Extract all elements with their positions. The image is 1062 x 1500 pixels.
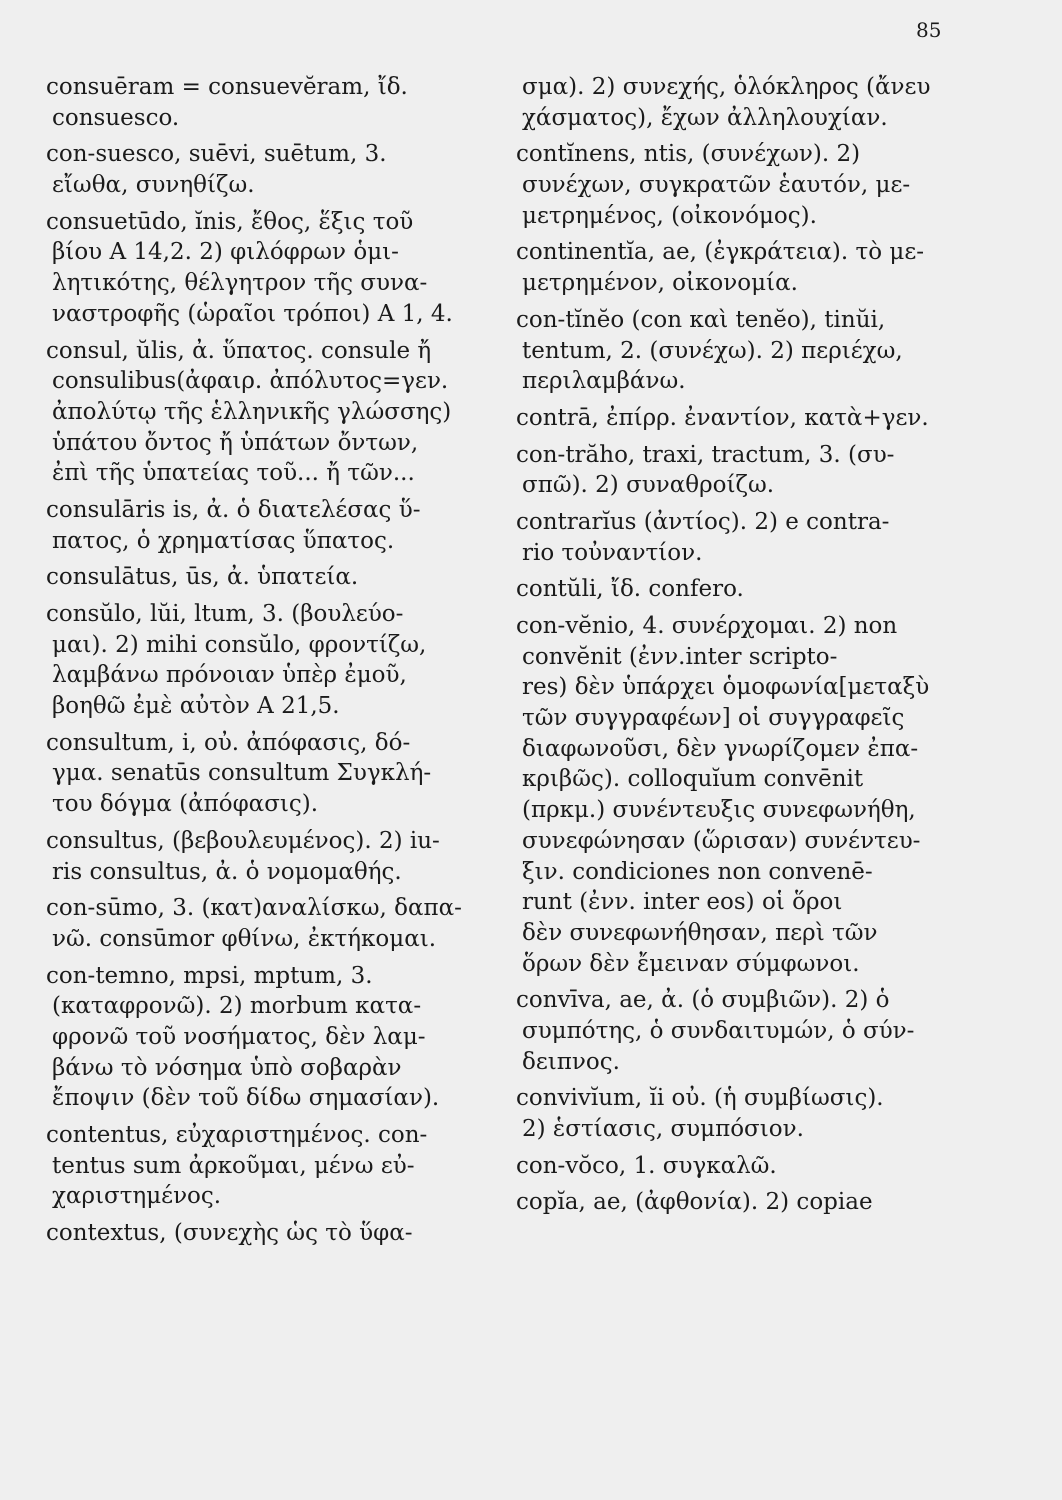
dictionary-entry-headline: consultus, (βεβουλευμένος). 2) iu- [46,827,440,854]
left-column [46,72,486,1249]
dictionary-entry-line: βάνω τὸ νόσημα ὑπὸ σοβαρὰν [52,1054,402,1081]
dictionary-entry-line: δὲν συνεφωνήθησαν, περὶ τῶν [522,919,878,946]
dictionary-entry-line: tentus sum ἀρκοῦμαι, μένω εὐ- [52,1152,415,1179]
dictionary-entry-headline: contŭli, ἴδ. confero. [516,576,744,603]
dictionary-entry-line: περιλαμβάνω. [522,368,686,395]
dictionary-entry-headline: continentĭa, ae, (ἐγκράτεια). τὸ με- [516,239,925,266]
dictionary-entry-line: μαι). 2) mihi consŭlo, φροντίζω, [52,631,427,658]
page-number: 85 [916,18,942,42]
dictionary-entry-line: convĕnit (ἐνν.inter scripto- [522,643,838,670]
dictionary-entry-headline: contrarĭus (ἀντίος). 2) e contra- [516,508,890,535]
dictionary-entry-line: μετρημένος, (οἰκονόμος). [522,202,817,229]
dictionary-entry-line: ἀπολύτῳ τῆς ἑλληνικῆς γλώσσης) [52,398,452,425]
dictionary-entry-line: ris consultus, ἀ. ὁ νομομαθής. [52,858,402,885]
dictionary-entry-headline: contextus, (συνεχὴς ὡς τὸ ὕφα- [46,1220,413,1247]
dictionary-entry-line: φρονῶ τοῦ νοσήματος, δὲν λαμ- [52,1023,426,1050]
dictionary-entry-line: χάσματος), ἔχων ἀλληλουχίαν. [522,104,888,131]
dictionary-entry-headline: consuetūdo, ĭnis, ἔθος, ἕξις τοῦ [46,208,414,235]
dictionary-entry-line: (καταφρονῶ). 2) morbum κατα- [52,993,422,1020]
dictionary-entry-line: βοηθῶ ἐμὲ αὐτὸν Α 21,5. [52,693,340,720]
dictionary-entry-line: διαφωνοῦσι, δὲν γνωρίζομεν ἐπα- [522,735,919,762]
dictionary-entry-line: ξιν. condiciones non convenē- [522,858,873,885]
dictionary-entry-line: μετρημένον, οἰκονομία. [522,270,798,297]
dictionary-entry-line: σπῶ). 2) συναθροίζω. [522,472,775,499]
dictionary-entry-line: συμπότης, ὁ συνδαιτυμών, ὁ σύν- [522,1017,915,1044]
dictionary-entry-headline: contentus, εὐχαριστημένος. con- [46,1122,428,1148]
dictionary-entry-line: πατος, ὁ χρηματίσας ὕπατος. [52,527,395,554]
dictionary-entry-headline: consulāris is, ἀ. ὁ διατελέσας ὕ- [46,496,421,523]
dictionary-entry-line: του δόγμα (ἀπόφασις). [52,791,319,818]
dictionary-entry-line: runt (ἐνν. inter eos) οἱ ὅροι [522,889,843,916]
dictionary-entry-line: ἐπὶ τῆς ὑπατείας τοῦ... ἤ τῶν... [52,460,415,487]
dictionary-entry-headline: con-temno, mpsi, mptum, 3. [46,962,373,989]
dictionary-entry-headline: consul, ŭlis, ἀ. ὕπατος. consule ἤ [46,337,432,364]
dictionary-entry-headline: copĭa, ae, (ἀφθονία). 2) copiae [516,1189,873,1216]
dictionary-entry-line: δειπνος. [522,1048,620,1075]
dictionary-entry-line: λητικότης, θέλγητρον τῆς συνα- [52,270,428,297]
dictionary-entry-line: consulibus(ἀφαιρ. ἀπόλυτος=γεν. [52,368,449,395]
dictionary-entry-line: εἴωθα, συνηθίζω. [52,172,255,199]
dictionary-entry-headline: consultum, i, οὐ. ἀπόφασις, δό- [46,729,411,756]
dictionary-entry-line: consuesco. [52,104,180,131]
dictionary-entry-line: χαριστημένος. [52,1183,222,1210]
dictionary-entry-headline: con-sūmo, 3. (κατ)αναλίσκω, δαπα- [46,895,462,922]
dictionary-entry-line: κριβῶς). colloquĭum convēnit [522,766,864,793]
dictionary-entry-headline: consuēram = consuevĕram, ἴδ. [46,74,408,100]
dictionary-entry-line: tentum, 2. (συνέχω). 2) περιέχω, [522,337,903,364]
dictionary-entry-headline: consulātus, ūs, ἀ. ὑπατεία. [46,564,359,591]
dictionary-entry-headline: contrā, ἐπίρρ. ἐναντίον, κατὰ+γεν. [516,404,929,431]
dictionary-entry-line: τῶν συγγραφέων] οἱ συγγραφεῖς [522,705,905,732]
dictionary-entry-line: λαμβάνω πρόνοιαν ὑπὲρ ἐμοῦ, [52,662,407,689]
right-column [516,72,956,1218]
dictionary-entry-headline: con-vĕnio, 4. συνέρχομαι. 2) non [516,613,898,639]
dictionary-entry-headline: con-tĭnĕo (con καὶ tenĕo), tinŭi, [516,306,886,333]
dictionary-entry-line: res) δὲν ὑπάρχει ὁμοφωνία[μεταξὺ [522,674,930,701]
dictionary-entry-line: βίου Α 14,2. 2) φιλόφρων ὁμι- [52,239,399,266]
dictionary-entry-headline: convīva, ae, ἀ. (ὁ συμβιῶν). 2) ὁ [516,987,890,1014]
dictionary-entry-line: νῶ. consūmor φθίνω, ἐκτήκομαι. [52,925,437,952]
dictionary-entry-line: 2) ἑστίασις, συμπόσιον. [522,1116,804,1142]
dictionary-entry-line: ὑπάτου ὄντος ἤ ὑπάτων ὄντων, [52,429,419,456]
dictionary-entry-headline: con-suesco, suēvi, suētum, 3. [46,141,387,168]
dictionary-entry-line: γμα. senatūs consultum Συγκλή- [52,760,432,787]
dictionary-entry-headline: contĭnens, ntis, (συνέχων). 2) [516,141,861,168]
dictionary-entry-headline: consŭlo, lŭi, ltum, 3. (βουλεύο- [46,601,404,627]
dictionary-entry-line: συνεφώνησαν (ὥρισαν) συνέντευ- [522,827,921,854]
dictionary-entry-line: ἔποψιν (δὲν τοῦ δίδω σημασίαν). [52,1085,440,1112]
dictionary-entry-headline: convivĭum, ĭi οὐ. (ἡ συμβίωσις). [516,1085,884,1112]
dictionary-entry-headline: con-vŏco, 1. συγκαλῶ. [516,1152,777,1179]
dictionary-entry-line: ὅρων δὲν ἔμειναν σύμφωνοι. [522,950,860,977]
dictionary-entry-headline: con-trăho, traxi, tractum, 3. (συ- [516,441,895,468]
dictionary-entry-line: rio τοὐναντίον. [522,539,703,566]
dictionary-entry-line: ναστροφῆς (ὡραῖοι τρόποι) Α 1, 4. [52,300,453,327]
dictionary-entry-line: σμα). 2) συνεχής, ὁλόκληρος (ἄνευ [522,74,931,100]
dictionary-entry-line: συνέχων, συγκρατῶν ἑαυτόν, με- [522,172,911,199]
dictionary-entry-line: (πρκμ.) συνέντευξις συνεφωνήθη, [522,797,916,824]
